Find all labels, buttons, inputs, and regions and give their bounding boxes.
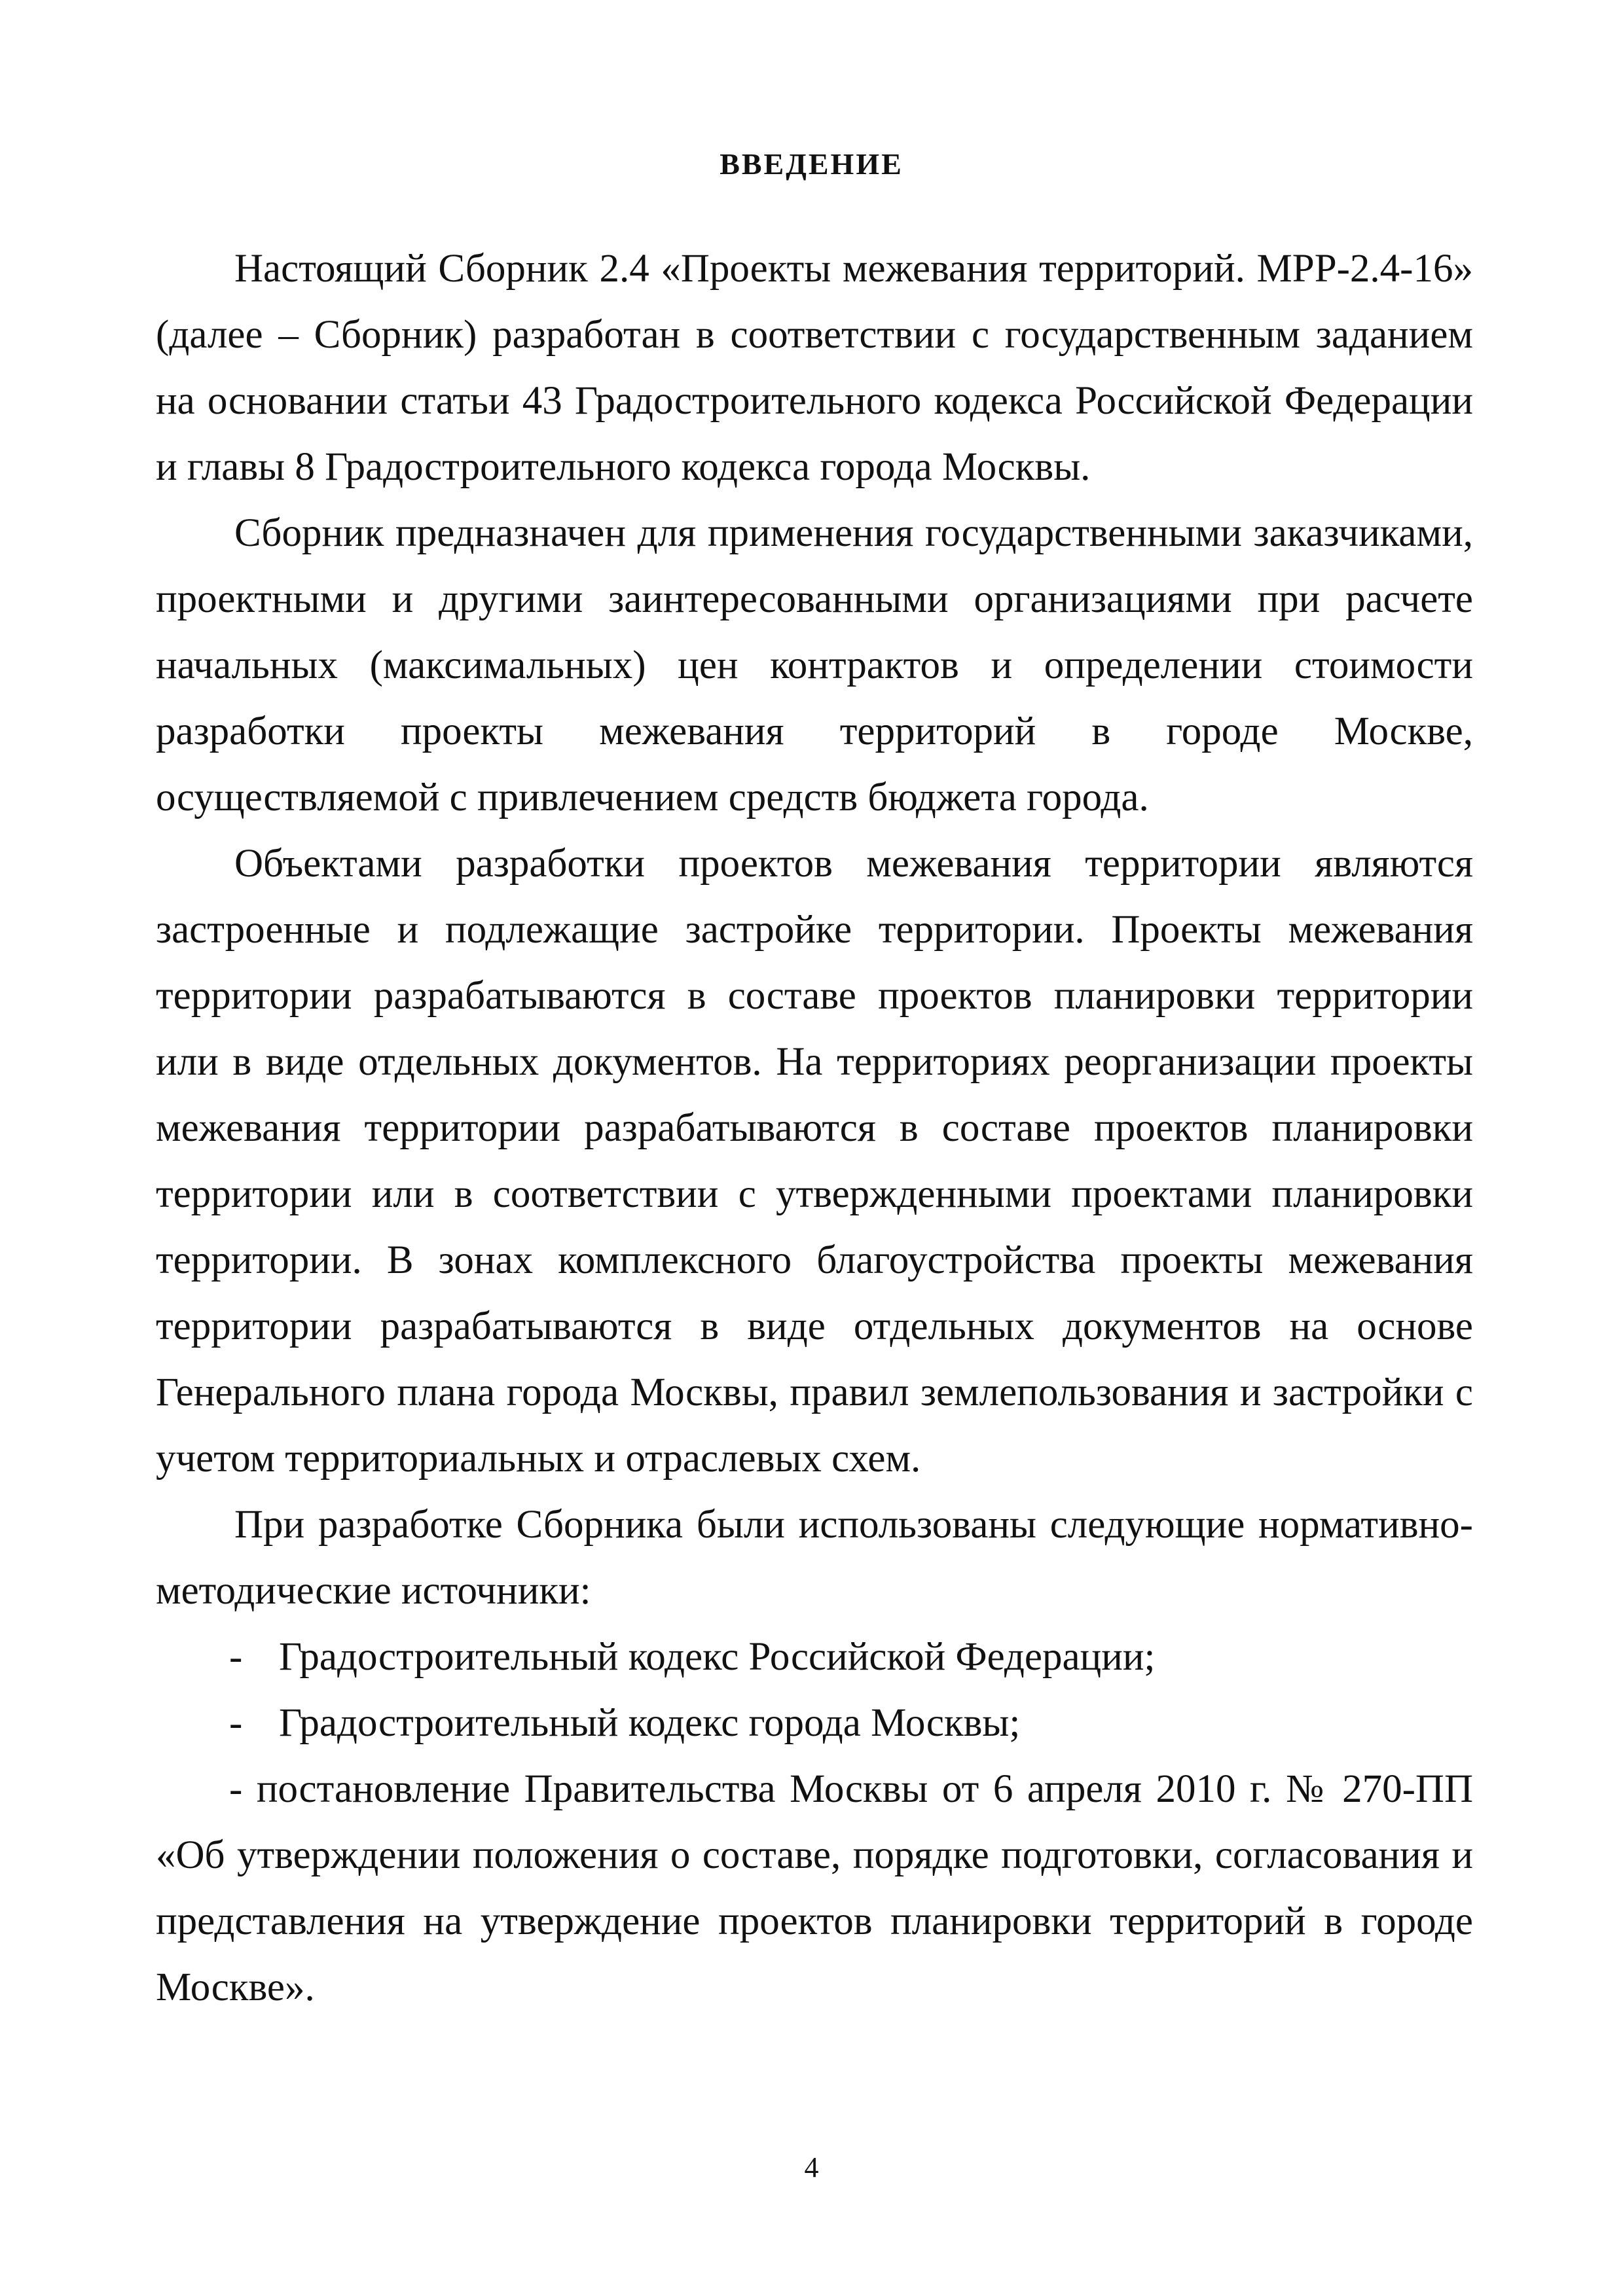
paragraph-sources: При разработке Сборника были использованы следующие нормативно-методические источники: bbox=[156, 1503, 1473, 1613]
list-item-text: Градостроительный кодекс города Москвы; bbox=[279, 1701, 1021, 1745]
paragraph-objects: Объектами разработки проектов межевания территории являются застроенные и подлежащие застройке территории. Проекты межевания территории разрабатываются в составе проектов планировки территории или в виде отдельных документов. На территориях реорганизации проекты межевания территории разрабатываются в составе проектов планировки территории или в соответствии с утвержденными проектами планировки территории. В зонах комплексного благоустройства проекты межевания территории разрабатываются в виде отдельных документов на основе Генерального плана города Москвы, правил землепользования и застройки с учетом территориальных и отраслевых схем. bbox=[156, 842, 1473, 1480]
section-heading: ВВЕДЕНИЕ bbox=[720, 147, 903, 181]
list-item-resolution: - постановление Правительства Москвы от 6 апреля 2010 г. № 270-ПП «Об утверждении положения о составе, порядке подготовки, согласования и представления на утверждение проектов планировки территорий в городе Москве». bbox=[156, 1767, 1473, 2009]
list-marker: - bbox=[229, 1635, 243, 1679]
paragraph-purpose: Сборник предназначен для применения государственными заказчиками, проектными и другими заинтересованными организациями при расчете начальных (максимальных) цен контрактов и определении стоимости разработки проекты межевания территорий в городе Москве, осуществляемой с привлечением средств бюджета города. bbox=[156, 511, 1473, 819]
list-item-text: Градостроительный кодекс Российской Федерации; bbox=[279, 1635, 1156, 1679]
list-item bbox=[156, 1690, 1473, 1756]
paragraph-intro: Настоящий Сборник 2.4 «Проекты межевания территорий. МРР-2.4-16» (далее – Сборник) разработан в соответствии с государственным заданием на основании статьи 43 Градостроительного кодекса Российской Федерации и главы 8 Градостроительного кодекса города Москвы. bbox=[156, 247, 1473, 489]
list-marker: - bbox=[229, 1701, 243, 1745]
page-number: 4 bbox=[804, 2151, 819, 2183]
document-body bbox=[156, 236, 1473, 2020]
list-item bbox=[156, 1624, 1473, 1690]
